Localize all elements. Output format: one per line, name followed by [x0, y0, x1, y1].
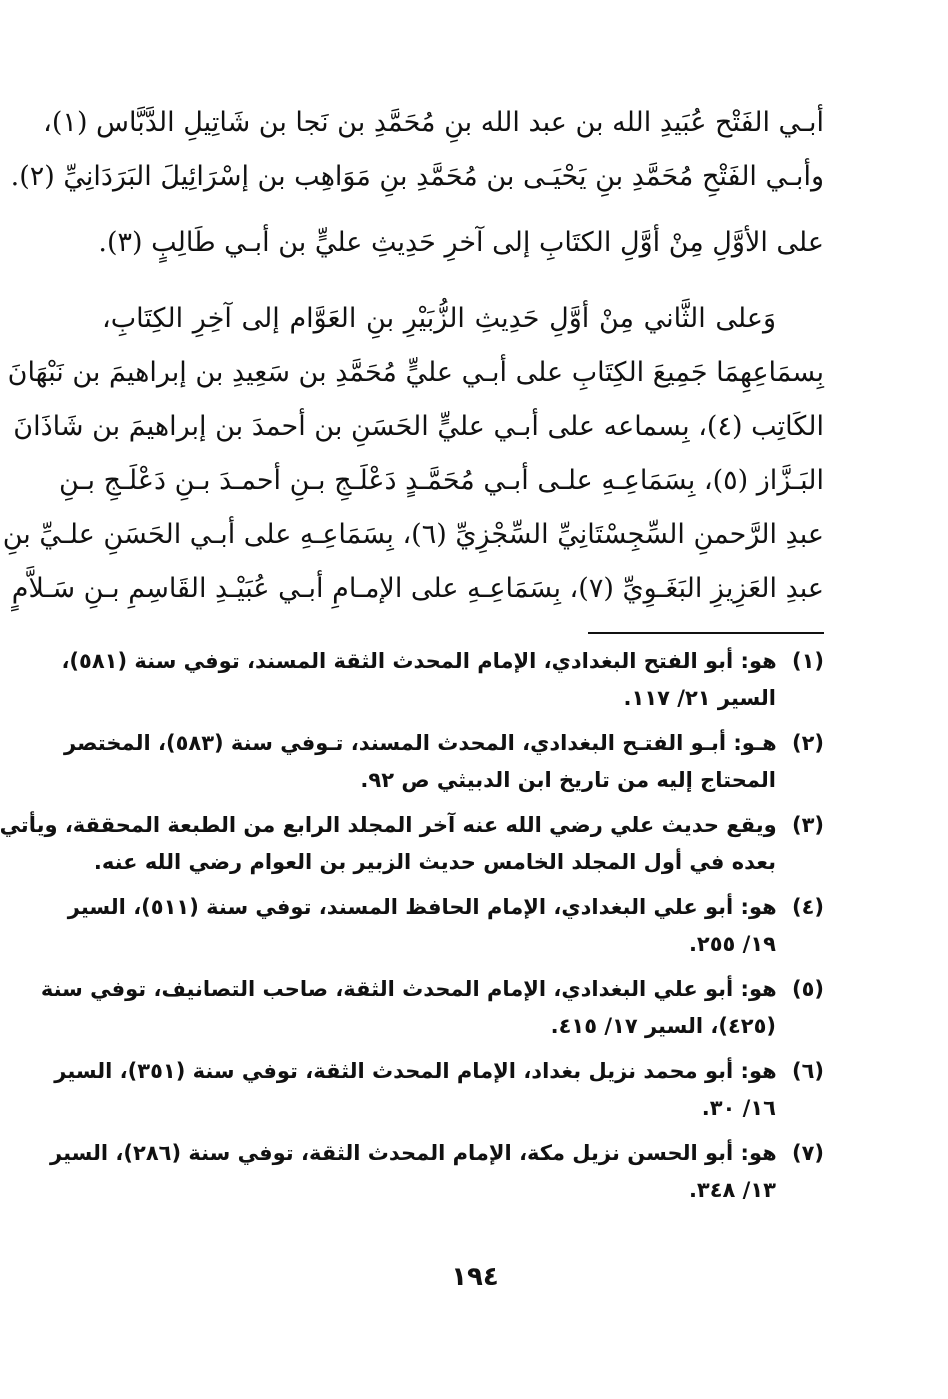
- footnote-text: هو: أبو الحسن نزيل مكة، الإمام المحدث الثقة، توفي سنة (٢٨٦)، السير: [50, 1141, 777, 1165]
- footnote-text: بعده في أول المجلد الخامس حديث الزبير بن العوام رضي الله عنه.: [93, 850, 776, 874]
- footnote-text: هو: أبو الفتح البغدادي، الإمام المحدث الثقة المسند، توفي سنة (٥٨١)،: [61, 649, 777, 673]
- footnote-2: [64, 725, 824, 799]
- main-text: [2, 96, 824, 616]
- footnote-5: [40, 971, 824, 1045]
- footnote-number: (٥): [791, 977, 824, 1001]
- footnote-text: ١٣/ ٣٤٨.: [688, 1178, 776, 1202]
- text-line: أبـي الفَتْح عُبَيدِ الله بن عبد الله بنِ مُحَمَّدِ بن نَجا بن شَاتِيلِ الدَّبَّاس (١)،: [43, 107, 824, 138]
- footnote-text: هو: أبو علي البغدادي، الإمام الحافظ المسند، توفي سنة (٥١١)، السير: [67, 895, 777, 919]
- book-page: [2, 0, 948, 1399]
- footnote-number: (٧): [791, 1141, 824, 1165]
- footnote-1: [61, 643, 824, 717]
- footnote-number: (٢): [791, 731, 824, 755]
- text-line: بِسمَاعِهِمَا جَمِيعَ الكِتَابِ على أبـي عليٍّ مُحَمَّدِ بن سَعِيدِ بن إبراهيمَ بن نَبْهَانَ: [7, 357, 824, 388]
- footnote-text: (٤٢٥)، السير ١٧/ ٤١٥.: [550, 1014, 776, 1038]
- footnote-number: (٦): [791, 1059, 824, 1083]
- text-line: البَـزَّاز (٥)، بِسَمَاعِـهِ علـى أبـي مُحَمَّـدٍ دَعْلَـجِ بـنِ أحمـدَ بـنِ دَعْلَـجِ بـنِ: [59, 465, 824, 496]
- footnote-text: ١٩/ ٢٥٥.: [688, 932, 776, 956]
- footnote-text: السير ٢١/ ١١٧.: [623, 686, 776, 710]
- text-line: الكَاتِب (٤)، بِسماعه على أبـي عليٍّ الحَسَنِ بن أحمدَ بن إبراهيمَ بن شَاذَانَ: [13, 411, 824, 442]
- footnote-text: هـو: أبـو الفتـح البغدادي، المحدث المسند، تـوفي سنة (٥٨٣)، المختصر: [64, 731, 777, 755]
- footnote-number: (٤): [791, 895, 824, 919]
- footnote-separator: [588, 632, 824, 634]
- footnote-3: [0, 807, 824, 881]
- footnote-number: (١): [791, 649, 824, 673]
- text-line: عبدِ الرَّحمنِ السِّجِسْتَانِيِّ السِّجْزِيِّ (٦)، بِسَمَاعِـهِ على أبـي الحَسَنِ علـيِّ بنِ: [2, 519, 824, 550]
- text-line: عبدِ العَزِيزِ البَغَـوِيِّ (٧)، بِسَمَاعِـهِ على الإمـامِ أبـي عُبَيْـدِ القَاسِمِ بـنِ سَـلاَّمٍ: [11, 573, 824, 604]
- footnote-4: [67, 889, 824, 963]
- footnote-text: هو: أبو علي البغدادي، الإمام المحدث الثقة، صاحب التصانيف، توفي سنة: [40, 977, 777, 1001]
- footnotes: [0, 643, 824, 1217]
- text-line: وَعلى الثَّاني مِنْ أوَّلِ حَدِيثِ الزُّبَيْرِ بنِ العَوَّام إلى آخِرِ الكِتَابِ،: [102, 303, 776, 334]
- text-line: وأبـي الفَتْحِ مُحَمَّدِ بنِ يَحْيَـى بن مُحَمَّدِ بنِ مَوَاهِب بن إسْرَائِيلَ البَرَدَانِيِّ (٢).: [10, 161, 824, 192]
- footnote-text: هو: أبو محمد نزيل بغداد، الإمام المحدث الثقة، توفي سنة (٣٥١)، السير: [54, 1059, 777, 1083]
- footnote-text: ويقع حديث علي رضي الله عنه آخر المجلد الرابع من الطبعة المحققة، ويأتي: [0, 813, 777, 837]
- footnote-text: المحتاج إليه من تاريخ ابن الدبيثي ص ٩٢.: [360, 768, 776, 792]
- footnote-number: (٣): [791, 813, 824, 837]
- page-number: ١٩٤: [451, 1262, 499, 1292]
- footnote-6: [54, 1053, 824, 1127]
- footnote-7: [50, 1135, 824, 1209]
- text-line: على الأوَّلِ مِنْ أوَّلِ الكتَابِ إلى آخرِ حَدِيثِ عليٍّ بن أبـي طَالِبٍ (٣).: [98, 227, 824, 258]
- footnote-text: ١٦/ ٣٠.: [701, 1096, 776, 1120]
